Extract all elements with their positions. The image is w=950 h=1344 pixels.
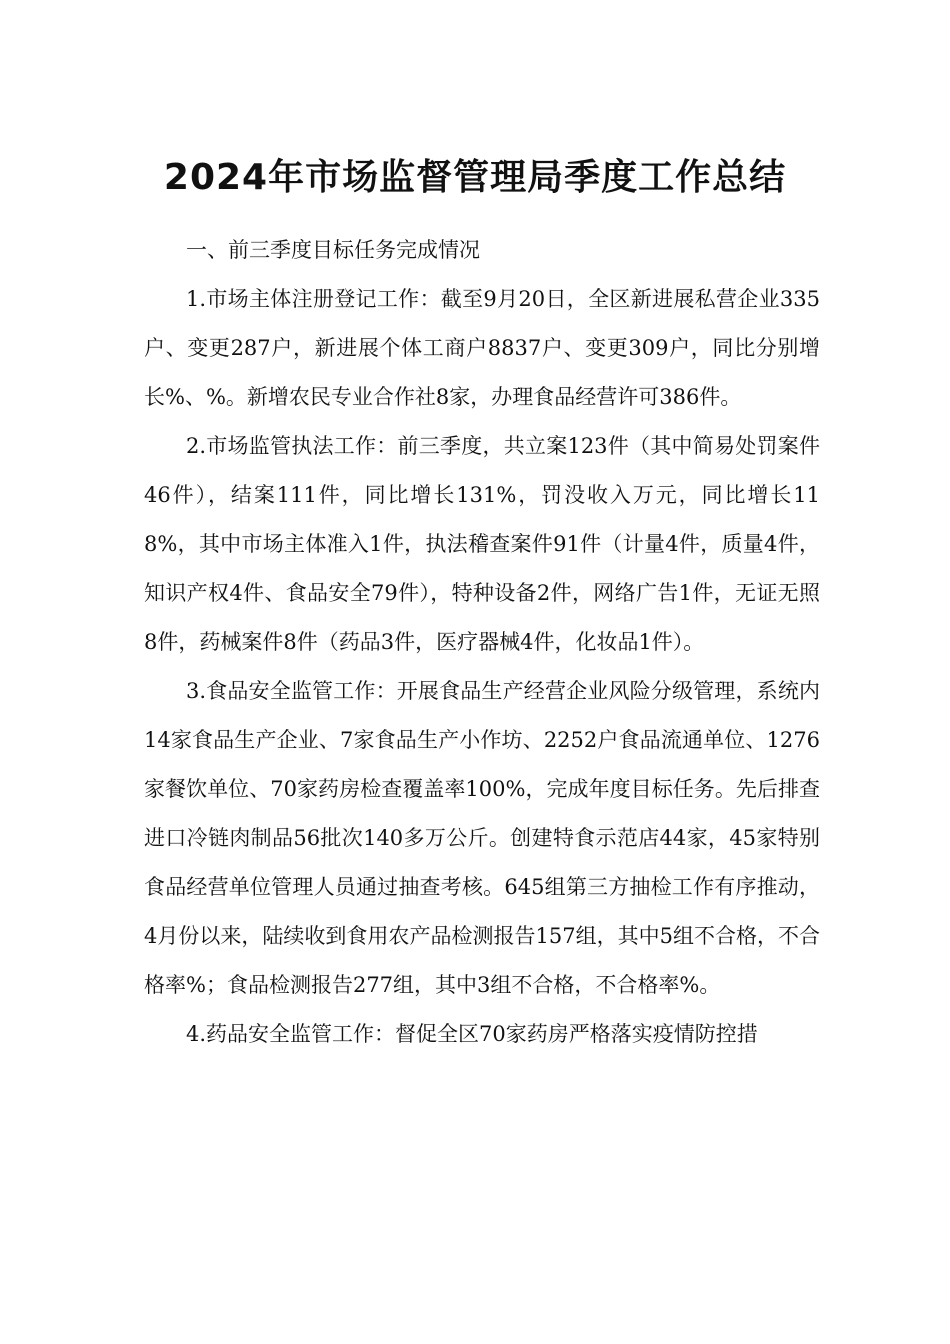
- paragraph-drug-safety: 4.药品安全监管工作：督促全区70家药房严格落实疫情防控措: [186, 1022, 758, 1046]
- document-title: 2024年市场监督管理局季度工作总结: [163, 157, 787, 199]
- paragraph-food-safety: 3.食品安全监管工作：开展食品生产经营企业风险分级管理，系统内14家食品生产企业、7家食品生产小作坊、2252户食品流通单位、1276家餐饮单位、70家药房检查覆盖率100%，完成年度目标任务。先后排查进口冷链肉制品56批次140多万公斤。创建特食示范店44家，45家特别食品经营单位管理人员通过抽查考核。645组第三方抽检工作有序推动，4月份以来，陆续收到食用农产品检测报告157组，其中5组不合格，不合格率%；食品检测报告277组，其中3组不合格，不合格率%。: [144, 679, 820, 997]
- paragraph-registration: 1.市场主体注册登记工作：截至9月20日，全区新进展私营企业335户、变更287户，新进展个体工商户8837户、变更309户，同比分别增长%、%。新增农民专业合作社8家，办理食品经营许可386件。: [144, 287, 820, 409]
- document-body: [144, 226, 820, 1059]
- section-heading: 一、前三季度目标任务完成情况: [186, 238, 480, 262]
- paragraph-enforcement: 2.市场监管执法工作：前三季度，共立案123件（其中简易处罚案件46件），结案111件，同比增长131%，罚没收入万元，同比增长118%，其中市场主体准入1件，执法稽查案件91件（计量4件，质量4件，知识产权4件、食品安全79件），特种设备2件，网络广告1件，无证无照8件，药械案件8件（药品3件，医疗器械4件，化妆品1件）。: [144, 434, 820, 654]
